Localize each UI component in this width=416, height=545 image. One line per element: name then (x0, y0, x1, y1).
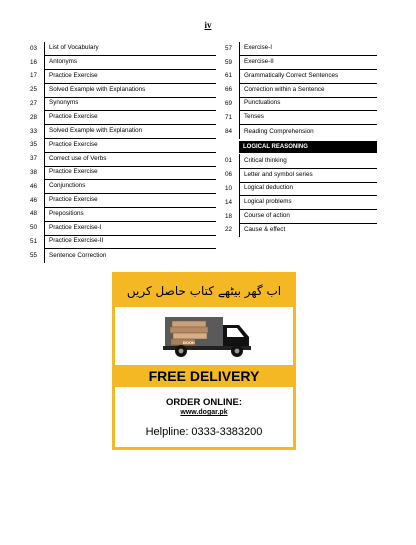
toc-page-number: 71 (225, 113, 233, 121)
toc-entry (30, 235, 216, 249)
toc-entry (30, 249, 216, 263)
toc-entry (225, 56, 377, 70)
toc-entry-label: Grammatically Correct Sentences (239, 69, 377, 84)
toc-entry (225, 70, 377, 84)
toc-page-number: 48 (30, 210, 38, 218)
helpline-number: Helpline: 0333-3383200 (145, 426, 263, 438)
toc-right-column (225, 42, 377, 237)
toc-entry (30, 221, 216, 235)
toc-page-number: 37 (30, 155, 38, 163)
order-online-label: ORDER ONLINE: (166, 397, 242, 408)
toc-page-number: 01 (225, 157, 233, 165)
free-delivery-advertisement (112, 272, 296, 450)
delivery-truck-illustration (115, 307, 293, 365)
toc-entry-label: Logical deduction (239, 182, 377, 197)
toc-entry-label: Practice Exercise (44, 110, 216, 125)
toc-entry (30, 42, 216, 56)
toc-entry (225, 224, 377, 238)
toc-entry (225, 168, 377, 182)
toc-entry-label: Practice Exercise-II (44, 235, 216, 250)
toc-entry (30, 56, 216, 70)
free-delivery-bar: FREE DELIVERY (115, 365, 293, 387)
toc-entry-label: Practice Exercise (44, 138, 216, 153)
toc-page-number: 06 (225, 171, 233, 179)
toc-entry (225, 42, 377, 56)
toc-entry-label: Practice Exercise-I (44, 221, 216, 236)
toc-entry (30, 194, 216, 208)
toc-page-number: 27 (30, 99, 38, 107)
truck-icon (115, 307, 293, 365)
toc-entry-label: Sentence Correction (44, 249, 216, 263)
page-number: iv (204, 20, 212, 30)
toc-entry-label: Logical problems (239, 195, 377, 210)
toc-page-number: 38 (30, 168, 38, 176)
toc-entry-label: Practice Exercise (44, 166, 216, 181)
toc-entry (30, 208, 216, 222)
toc-entry-label: Reading Comprehension (239, 125, 377, 139)
toc-entry-label: Practice Exercise (44, 193, 216, 208)
toc-page-number: 46 (30, 196, 38, 204)
toc-entry (225, 155, 377, 169)
toc-entry-label: Antonyms (44, 55, 216, 70)
toc-page-number: 35 (30, 141, 38, 149)
toc-page-number: 69 (225, 99, 233, 107)
toc-entry-label: Punctuations (239, 97, 377, 112)
toc-entry-label: Letter and symbol series (239, 168, 377, 183)
toc-page-number: 17 (30, 72, 38, 80)
toc-page-number: 51 (30, 237, 38, 245)
toc-entry-label: Solved Example with Explanations (44, 83, 216, 98)
toc-page-number: 50 (30, 224, 38, 232)
toc-entry-label: Exercise-II (239, 55, 377, 70)
toc-left-column (30, 42, 216, 263)
toc-entry (30, 83, 216, 97)
toc-entry (225, 97, 377, 111)
toc-page-number: 10 (225, 184, 233, 192)
logical-reasoning-header (225, 141, 377, 153)
toc-entry-label: Solved Example with Explanation (44, 124, 216, 139)
toc-entry (30, 180, 216, 194)
toc-entry (30, 111, 216, 125)
toc-entry-label: Critical thinking (239, 154, 377, 169)
toc-entry (30, 97, 216, 111)
toc-entry-label: Prepositions (44, 207, 216, 222)
toc-entry (30, 125, 216, 139)
toc-entry-label: Practice Exercise (44, 69, 216, 84)
urdu-banner: اب گھر بیٹھے کتاب حاصل کریں (115, 275, 293, 307)
toc-entry-label: Correct use of Verbs (44, 152, 216, 167)
toc-entry-label: Correction within a Sentence (239, 83, 377, 98)
toc-entry (225, 111, 377, 125)
toc-page-number: 33 (30, 127, 38, 135)
toc-page-number: 28 (30, 113, 38, 121)
toc-page-number: 14 (225, 198, 233, 206)
toc-page-number: 57 (225, 44, 233, 52)
toc-entry (225, 196, 377, 210)
toc-entry-label: Course of action (239, 209, 377, 224)
toc-entry-label: Exercise-I (239, 42, 377, 57)
toc-page-number: 03 (30, 44, 38, 52)
website-link[interactable]: www.dogar.pk (180, 409, 228, 416)
toc-page-number: 46 (30, 182, 38, 190)
toc-entry (30, 152, 216, 166)
toc-entry-label: Tenses (239, 110, 377, 125)
toc-entry (30, 70, 216, 84)
toc-entry (30, 166, 216, 180)
toc-page-number: 18 (225, 212, 233, 220)
section-header-label: LOGICAL REASONING (239, 141, 377, 153)
toc-page-number: 16 (30, 58, 38, 66)
book-label: BOOK (183, 340, 195, 345)
toc-page-number: 84 (225, 127, 233, 135)
toc-entry (225, 125, 377, 139)
toc-entry-label: Synonyms (44, 97, 216, 112)
toc-entry (225, 83, 377, 97)
toc-page-number: 25 (30, 86, 38, 94)
toc-entry (225, 182, 377, 196)
toc-page-number: 59 (225, 58, 233, 66)
toc-entry-label: Cause & effect (239, 224, 377, 238)
toc-page-number: 66 (225, 86, 233, 94)
toc-entry (30, 139, 216, 153)
toc-page-number: 61 (225, 72, 233, 80)
toc-entry (225, 210, 377, 224)
toc-page-number: 22 (225, 226, 233, 234)
toc-entry-label: Conjunctions (44, 179, 216, 194)
toc-entry-label: List of Vocabulary (44, 42, 216, 57)
toc-page-number: 55 (30, 251, 38, 259)
